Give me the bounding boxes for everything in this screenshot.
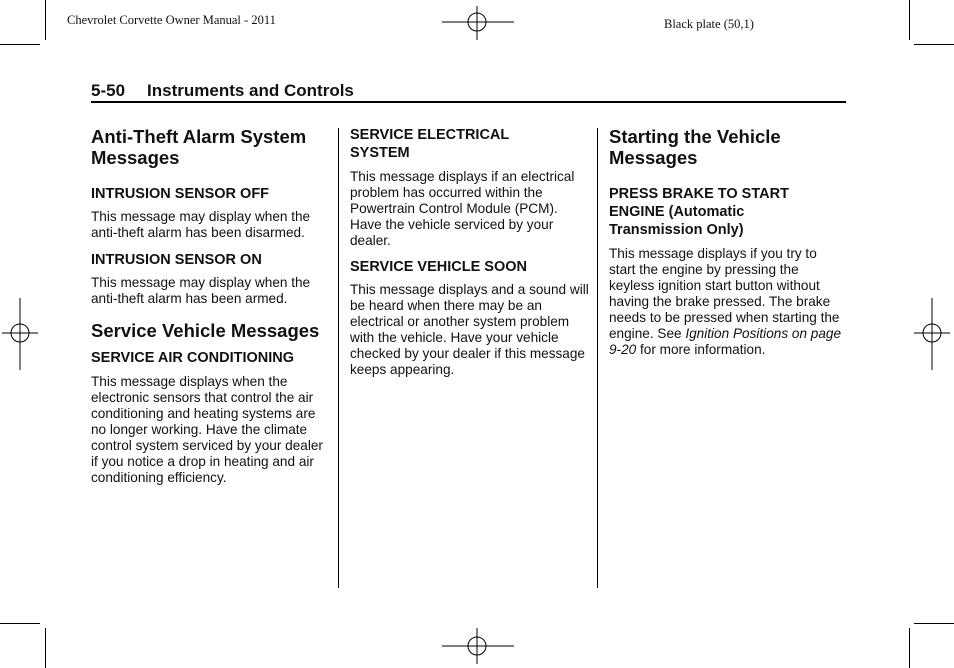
registration-mark-icon bbox=[440, 2, 516, 42]
crop-mark bbox=[45, 0, 46, 40]
column-3 bbox=[609, 126, 843, 358]
plate-label: Black plate (50,1) bbox=[664, 17, 754, 31]
page-heading bbox=[91, 81, 354, 101]
header-rule bbox=[91, 101, 846, 103]
heading-antitheft: Anti-Theft Alarm System Messages bbox=[91, 126, 307, 168]
registration-mark-icon bbox=[912, 296, 952, 372]
crop-mark bbox=[0, 623, 40, 624]
text-service-soon: This message displays and a sound will be heard when there may be an electrical or another system problem with the vehicle. Have your vehicle checked by your dealer if this message keeps appearing. bbox=[350, 282, 589, 377]
registration-mark-icon bbox=[0, 296, 40, 372]
heading-service-vehicle: Service Vehicle Messages bbox=[91, 320, 320, 341]
column-divider bbox=[338, 128, 339, 588]
registration-mark-icon bbox=[440, 626, 516, 666]
heading-press-brake: PRESS BRAKE TO START ENGINE (Automatic Transmission Only) bbox=[609, 186, 789, 238]
heading-intrusion-off: INTRUSION SENSOR OFF bbox=[91, 186, 270, 202]
column-1 bbox=[91, 126, 331, 486]
text-intrusion-off: This message may display when the anti-theft alarm has been disarmed. bbox=[91, 209, 311, 240]
text-service-ac: This message displays when the electronic sensors that control the air conditioning and heating systems are no longer working. Have the climate control system serviced by your dealer if you notice a drop in heating and air conditioning efficiency. bbox=[91, 374, 323, 485]
heading-service-ac: SERVICE AIR CONDITIONING bbox=[91, 350, 295, 366]
crop-mark bbox=[909, 0, 910, 40]
text-press-brake-end: for more information. bbox=[640, 342, 766, 357]
page-number: 5-50 bbox=[91, 81, 126, 100]
section-title: Instruments and Controls bbox=[147, 81, 354, 100]
crop-mark bbox=[909, 628, 910, 668]
text-press-brake bbox=[609, 246, 843, 358]
heading-service-soon: SERVICE VEHICLE SOON bbox=[350, 259, 527, 275]
text-service-electrical: This message displays if an electrical problem has occurred within the Powertrain Control Module (PCM). Have the vehicle serviced by your dealer. bbox=[350, 169, 575, 248]
text-intrusion-on: This message may display when the anti-theft alarm has been armed. bbox=[91, 275, 311, 306]
heading-starting: Starting the Vehicle Messages bbox=[609, 126, 781, 168]
text-press-brake-main: This message displays if you try to start the engine by pressing the keyless ignition start button without having the brake pressed. The brake needs to be pressed when starting the engine. See bbox=[609, 246, 840, 341]
ignition-positions-link[interactable]: Ignition Positions on page 9-20 bbox=[609, 326, 842, 357]
crop-mark bbox=[45, 628, 46, 668]
crop-mark bbox=[0, 44, 40, 45]
manual-title: Chevrolet Corvette Owner Manual - 2011 bbox=[67, 13, 276, 27]
column-divider bbox=[597, 128, 598, 588]
crop-mark bbox=[914, 44, 954, 45]
heading-intrusion-on: INTRUSION SENSOR ON bbox=[91, 252, 262, 268]
column-2 bbox=[350, 126, 590, 378]
crop-mark bbox=[914, 623, 954, 624]
heading-service-electrical: SERVICE ELECTRICAL SYSTEM bbox=[350, 127, 509, 161]
